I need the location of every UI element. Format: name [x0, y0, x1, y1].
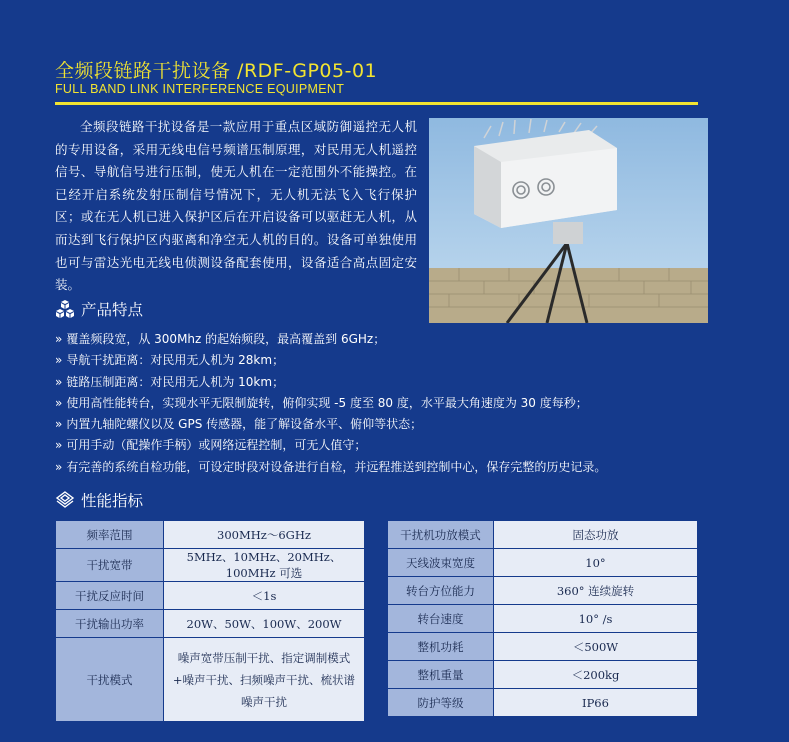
- table-row: [388, 521, 698, 549]
- spec-value: 10° /s: [494, 605, 698, 633]
- features-heading: [55, 298, 143, 320]
- spec-key: 干扰宽带: [56, 549, 164, 582]
- list-item: » 内置九轴陀螺仪以及 GPS 传感器，能了解设备水平、俯仰等状态；: [55, 417, 423, 432]
- spec-key: 整机重量: [388, 661, 494, 689]
- table-row: [56, 638, 365, 722]
- spec-table-left: [55, 520, 365, 722]
- spec-key: 干扰模式: [56, 638, 164, 722]
- spec-value: 300MHz～6GHz: [164, 521, 365, 549]
- spec-key: 转台方位能力: [388, 577, 494, 605]
- spec-value: 噪声宽带压制干扰、指定调制模式+噪声干扰、扫频噪声干扰、梳状谱噪声干扰: [164, 638, 365, 722]
- table-row: [388, 689, 698, 717]
- spec-value: 360° 连续旋转: [494, 577, 698, 605]
- table-row: [388, 661, 698, 689]
- list-item: » 可用手动（配操作手柄）或网络远程控制，可无人值守；: [55, 438, 367, 453]
- spec-value: 5MHz、10MHz、20MHz、100MHz 可选: [164, 549, 365, 582]
- title-divider: [55, 102, 698, 105]
- table-row: [56, 521, 365, 549]
- table-row: [388, 605, 698, 633]
- diamond-layers-icon: [55, 490, 75, 510]
- spec-key: 频率范围: [56, 521, 164, 549]
- table-row: [56, 582, 365, 610]
- spec-key: 转台速度: [388, 605, 494, 633]
- table-row: [56, 549, 365, 582]
- feature-list: [55, 329, 695, 478]
- spec-key: 整机功耗: [388, 633, 494, 661]
- table-row: [388, 577, 698, 605]
- list-item: » 覆盖频段宽，从 300Mhz 的起始频段，最高覆盖到 6GHz；: [55, 332, 386, 346]
- device-image: [429, 118, 708, 323]
- spec-table-right: [387, 520, 698, 717]
- list-item: » 有完善的系统自检功能，可设定时段对设备进行自检，并远程推送到控制中心，保存完整的历史记录。: [55, 459, 607, 474]
- spec-value: ＜500W: [494, 633, 698, 661]
- spec-key: 天线波束宽度: [388, 549, 494, 577]
- spec-key: 干扰输出功率: [56, 610, 164, 638]
- list-item: » 链路压制距离：对民用无人机为 10km；: [55, 374, 285, 389]
- spec-value: ＜1s: [164, 582, 365, 610]
- spec-value: IP66: [494, 689, 698, 717]
- list-item: » 使用高性能转台，实现水平无限制旋转，俯仰实现 -5 度至 80 度，水平最大角速度为 30 度每秒；: [55, 395, 588, 410]
- spec-value: 10°: [494, 549, 698, 577]
- spec-value: 20W、50W、100W、200W: [164, 610, 365, 638]
- intro-paragraph: 全频段链路干扰设备是一款应用于重点区域防御遥控无人机的专用设备，采用无线电信号频谱压制原理，对民用无人机遥控信号、导航信号进行压制，使无人机在一定范围外不能操控。在已经开启系统发射压制信号情况下，无人机无法飞入飞行保护区；或在无人机已进入保护区后在开启设备可以驱赶无人机，从而达到飞行保护区内驱离和净空无人机的目的。设备可单独使用也可与雷达光电无线电侦测设备配套使用，设备适合高点固定安装。: [55, 119, 417, 293]
- table-row: [56, 610, 365, 638]
- specs-heading: [55, 489, 143, 511]
- cubes-icon: [55, 299, 75, 319]
- page-subtitle: FULL BAND LINK INTERFERENCE EQUIPMENT: [55, 82, 345, 96]
- spec-key: 干扰反应时间: [56, 582, 164, 610]
- list-item: » 导航干扰距离：对民用无人机为 28km；: [55, 353, 285, 368]
- table-row: [388, 633, 698, 661]
- spec-key: 干扰机功放模式: [388, 521, 494, 549]
- product-photo: [429, 118, 708, 323]
- page-title: 全频段链路干扰设备 /RDF-GP05-01: [55, 60, 378, 82]
- table-row: [388, 549, 698, 577]
- features-title: 产品特点: [81, 301, 144, 319]
- spec-value: 固态功放: [494, 521, 698, 549]
- specs-title: 性能指标: [81, 492, 144, 510]
- spec-key: 防护等级: [388, 689, 494, 717]
- spec-value: ＜200kg: [494, 661, 698, 689]
